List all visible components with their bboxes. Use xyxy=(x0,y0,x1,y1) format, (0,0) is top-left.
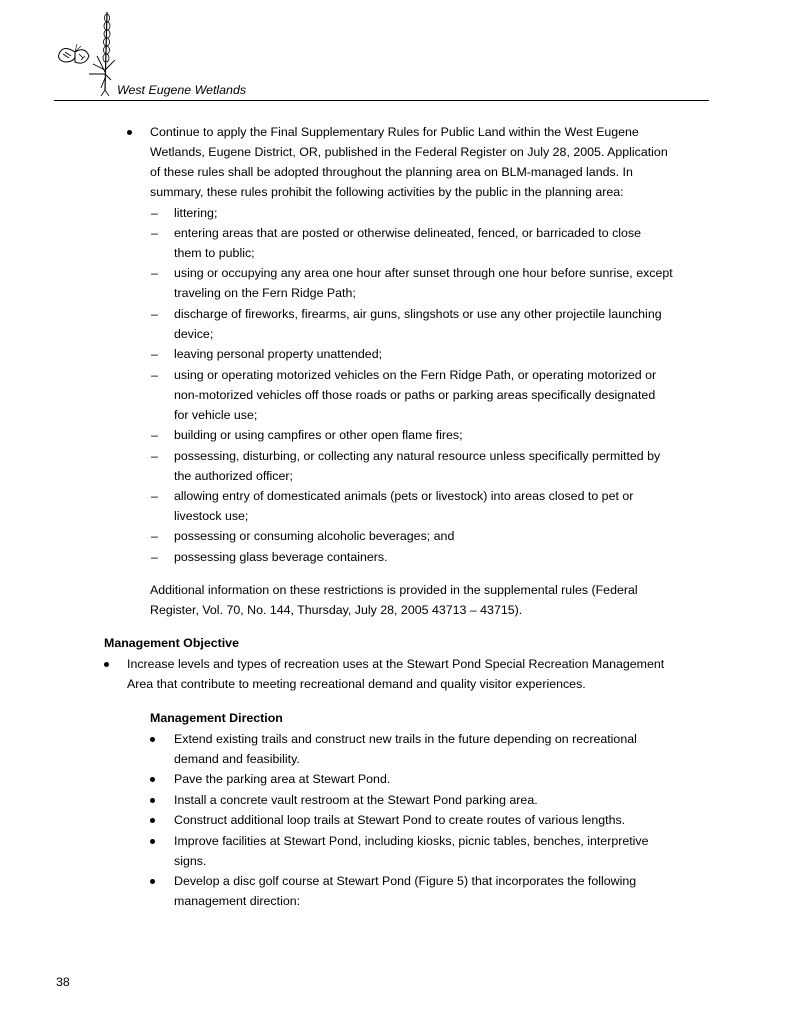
dash-marker: – xyxy=(151,266,158,280)
prohibited-activity-line: device; xyxy=(174,327,214,341)
prohibited-activity-line: the authorized officer; xyxy=(174,469,293,483)
prohibited-activity-line: them to public; xyxy=(174,246,255,260)
objective-line: Area that contribute to meeting recreational demand and quality visitor experiences. xyxy=(127,677,586,691)
direction-item-line: Construct additional loop trails at Stewart Pond to create routes of various lengths. xyxy=(174,813,626,827)
direction-item-line: Develop a disc golf course at Stewart Pond (Figure 5) that incorporates the following xyxy=(174,874,637,888)
dash-marker: – xyxy=(151,529,158,543)
prohibited-activity-line: possessing or consuming alcoholic beverages; and xyxy=(174,529,455,543)
prohibited-activity-line: using or operating motorized vehicles on the Fern Ridge Path, or operating motorized or xyxy=(174,368,657,382)
intro-paragraph-line: summary, these rules prohibit the following activities by the public in the planning area: xyxy=(150,185,624,199)
intro-paragraph-line: Continue to apply the Final Supplementary Rules for Public Land within the West Eugene xyxy=(150,125,639,139)
additional-info-line: Register, Vol. 70, No. 144, Thursday, July 28, 2005 43713 – 43715). xyxy=(150,603,523,617)
bullet-icon xyxy=(104,662,109,667)
dash-marker: – xyxy=(151,226,158,240)
prohibited-activity-line: using or occupying any area one hour after sunset through one hour before sunrise, except xyxy=(174,266,673,280)
direction-item-line: Install a concrete vault restroom at the Stewart Pond parking area. xyxy=(174,793,538,807)
prohibited-activity-line: livestock use; xyxy=(174,509,249,523)
document-header-title: West Eugene Wetlands xyxy=(117,83,247,97)
prohibited-activity-line: possessing, disturbing, or collecting any natural resource unless specifically permitted by xyxy=(174,449,661,463)
bullet-icon xyxy=(150,798,155,803)
direction-item-line: Improve facilities at Stewart Pond, including kiosks, picnic tables, benches, interpretive xyxy=(174,834,649,848)
dash-marker: – xyxy=(151,489,158,503)
wildflower-butterfly-logo-icon xyxy=(55,8,115,96)
dash-marker: – xyxy=(151,307,158,321)
bullet-icon xyxy=(150,737,155,742)
dash-marker: – xyxy=(151,206,158,220)
management-direction-heading: Management Direction xyxy=(150,711,283,725)
prohibited-activity-line: entering areas that are posted or otherwise delineated, fenced, or barricaded to close xyxy=(174,226,642,240)
intro-paragraph-line: Wetlands, Eugene District, OR, published in the Federal Register on July 28, 2005. Application xyxy=(150,145,668,159)
dash-marker: – xyxy=(151,449,158,463)
prohibited-activity-line: leaving personal property unattended; xyxy=(174,347,383,361)
prohibited-activity-line: littering; xyxy=(174,206,218,220)
additional-info-line: Additional information on these restrictions is provided in the supplemental rules (Federal xyxy=(150,583,638,597)
bullet-icon xyxy=(150,839,155,844)
direction-item-line: Pave the parking area at Stewart Pond. xyxy=(174,772,391,786)
direction-item-line: Extend existing trails and construct new trails in the future depending on recreational xyxy=(174,732,637,746)
prohibited-activity-line: possessing glass beverage containers. xyxy=(174,550,388,564)
page-number: 38 xyxy=(56,975,70,989)
dash-marker: – xyxy=(151,368,158,382)
prohibited-activity-line: for vehicle use; xyxy=(174,408,258,422)
direction-item-line: demand and feasibility. xyxy=(174,752,300,766)
prohibited-activity-line: building or using campfires or other open flame fires; xyxy=(174,428,463,442)
prohibited-activity-line: non-motorized vehicles off those roads or paths or parking areas specifically designated xyxy=(174,388,656,402)
management-objective-heading: Management Objective xyxy=(104,636,239,650)
direction-item-line: management direction: xyxy=(174,894,301,908)
direction-item-line: signs. xyxy=(174,854,207,868)
bullet-icon xyxy=(127,130,132,135)
bullet-icon xyxy=(150,777,155,782)
dash-marker: – xyxy=(151,428,158,442)
prohibited-activity-line: allowing entry of domesticated animals (pets or livestock) into areas closed to pet or xyxy=(174,489,634,503)
dash-marker: – xyxy=(151,347,158,361)
bullet-icon xyxy=(150,879,155,884)
dash-marker: – xyxy=(151,550,158,564)
intro-paragraph-line: of these rules shall be adopted throughout the planning area on BLM-managed lands. In xyxy=(150,165,633,179)
prohibited-activity-line: discharge of fireworks, firearms, air guns, slingshots or use any other projectile launching xyxy=(174,307,662,321)
objective-line: Increase levels and types of recreation uses at the Stewart Pond Special Recreation Management xyxy=(127,657,665,671)
prohibited-activity-line: traveling on the Fern Ridge Path; xyxy=(174,286,356,300)
header-divider xyxy=(54,100,709,101)
bullet-icon xyxy=(150,818,155,823)
